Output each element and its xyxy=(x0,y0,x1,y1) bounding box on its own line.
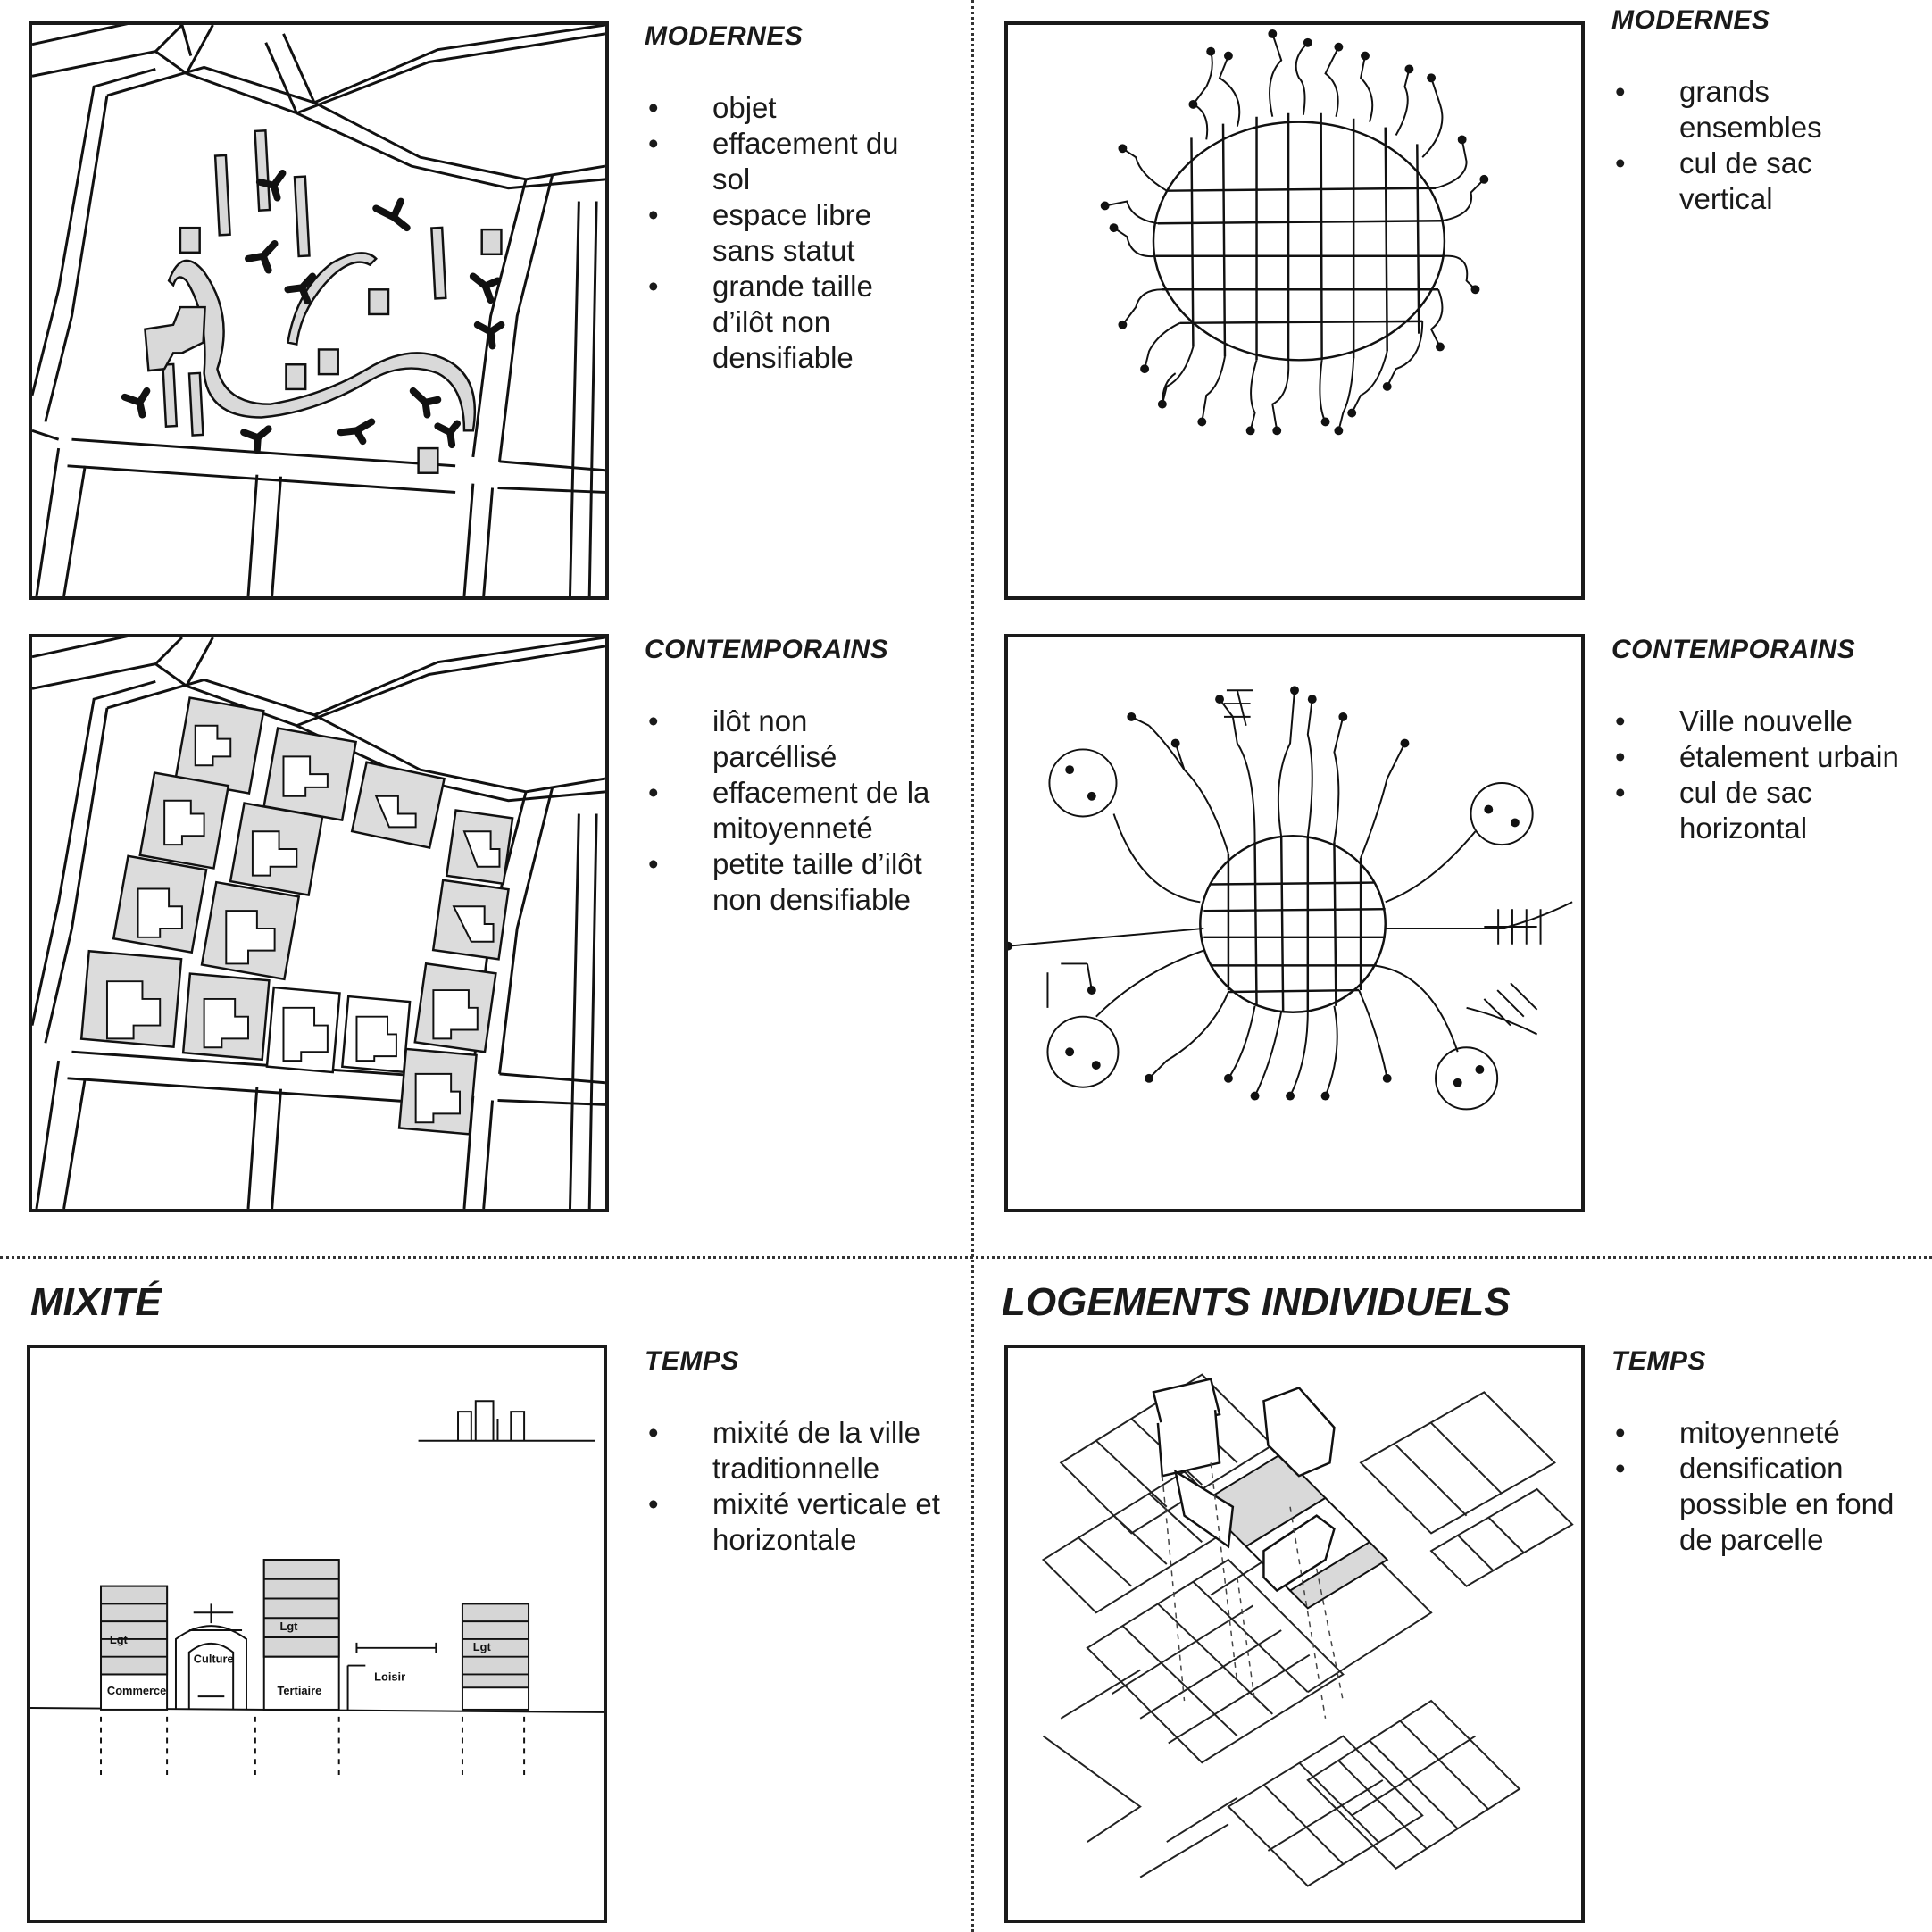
list-item: • cul de sac vertical xyxy=(1611,146,1906,217)
logements-sketch xyxy=(1004,1345,1585,1923)
mixite-bullets xyxy=(645,1415,948,1558)
mixite-title: MIXITÉ xyxy=(30,1280,162,1324)
mixite-label-tertiaire: Tertiaire xyxy=(277,1684,322,1698)
contemporary-city-sketch xyxy=(29,634,609,1212)
modern-city-drawing xyxy=(32,25,605,596)
list-item: • mixité verticale et horizontale xyxy=(645,1486,948,1558)
logements-drawing xyxy=(1008,1348,1581,1920)
list-item: • mixité de la ville traditionnelle xyxy=(645,1415,948,1486)
list-item: • ilôt non parcéllisé xyxy=(645,704,939,775)
logements-bullets xyxy=(1611,1415,1906,1558)
contemporary-city-caption: CONTEMPORAINS xyxy=(645,635,889,664)
list-item: • objet xyxy=(645,90,939,126)
list-item: • étalement urbain xyxy=(1611,739,1906,775)
list-item: • densification possible en fond de parcelle xyxy=(1611,1451,1906,1558)
mixite-sketch xyxy=(27,1345,607,1923)
contemporary-network-drawing xyxy=(1008,637,1581,1209)
logements-title: LOGEMENTS INDIVIDUELS xyxy=(1002,1280,1511,1324)
mixite-label-lgt: Lgt xyxy=(472,1639,491,1653)
list-item: • cul de sac horizontal xyxy=(1611,775,1906,846)
modern-network-caption: MODERNES xyxy=(1611,5,1770,35)
contemporary-network-caption: CONTEMPORAINS xyxy=(1611,635,1856,664)
vertical-divider xyxy=(971,0,974,1932)
modern-network-drawing xyxy=(1008,25,1581,596)
list-item: • effacement de la mitoyenneté xyxy=(645,775,939,846)
list-item: • Ville nouvelle xyxy=(1611,704,1906,739)
list-item: • petite taille d’ilôt non densifiable xyxy=(645,846,939,918)
mixite-label-culture: Culture xyxy=(193,1652,234,1666)
modern-city-caption: MODERNES xyxy=(645,21,804,51)
contemporary-city-drawing xyxy=(32,637,605,1209)
list-item: • mitoyenneté xyxy=(1611,1415,1906,1451)
contemporary-network-sketch xyxy=(1004,634,1585,1212)
mixite-label-loisir: Loisir xyxy=(374,1670,406,1684)
contemporary-network-bullets xyxy=(1611,704,1906,846)
list-item: • grands ensembles xyxy=(1611,74,1906,146)
horizontal-divider xyxy=(0,1256,1932,1259)
modern-city-bullets xyxy=(645,90,939,376)
mixite-label-lgt: Lgt xyxy=(109,1632,128,1646)
list-item: • effacement du sol xyxy=(645,126,939,197)
logements-caption: TEMPS xyxy=(1611,1346,1706,1376)
list-item: • grande taille d’ilôt non densifiable xyxy=(645,269,939,376)
mixite-caption: TEMPS xyxy=(645,1346,739,1376)
mixite-label-lgt: Lgt xyxy=(279,1620,298,1634)
modern-city-sketch xyxy=(29,21,609,600)
modern-network-bullets xyxy=(1611,74,1906,217)
contemporary-city-bullets xyxy=(645,704,939,918)
mixite-label-commerce: Commerce xyxy=(106,1684,167,1698)
mixite-drawing xyxy=(30,1348,604,1920)
modern-network-sketch xyxy=(1004,21,1585,600)
list-item: • espace libre sans statut xyxy=(645,197,939,269)
